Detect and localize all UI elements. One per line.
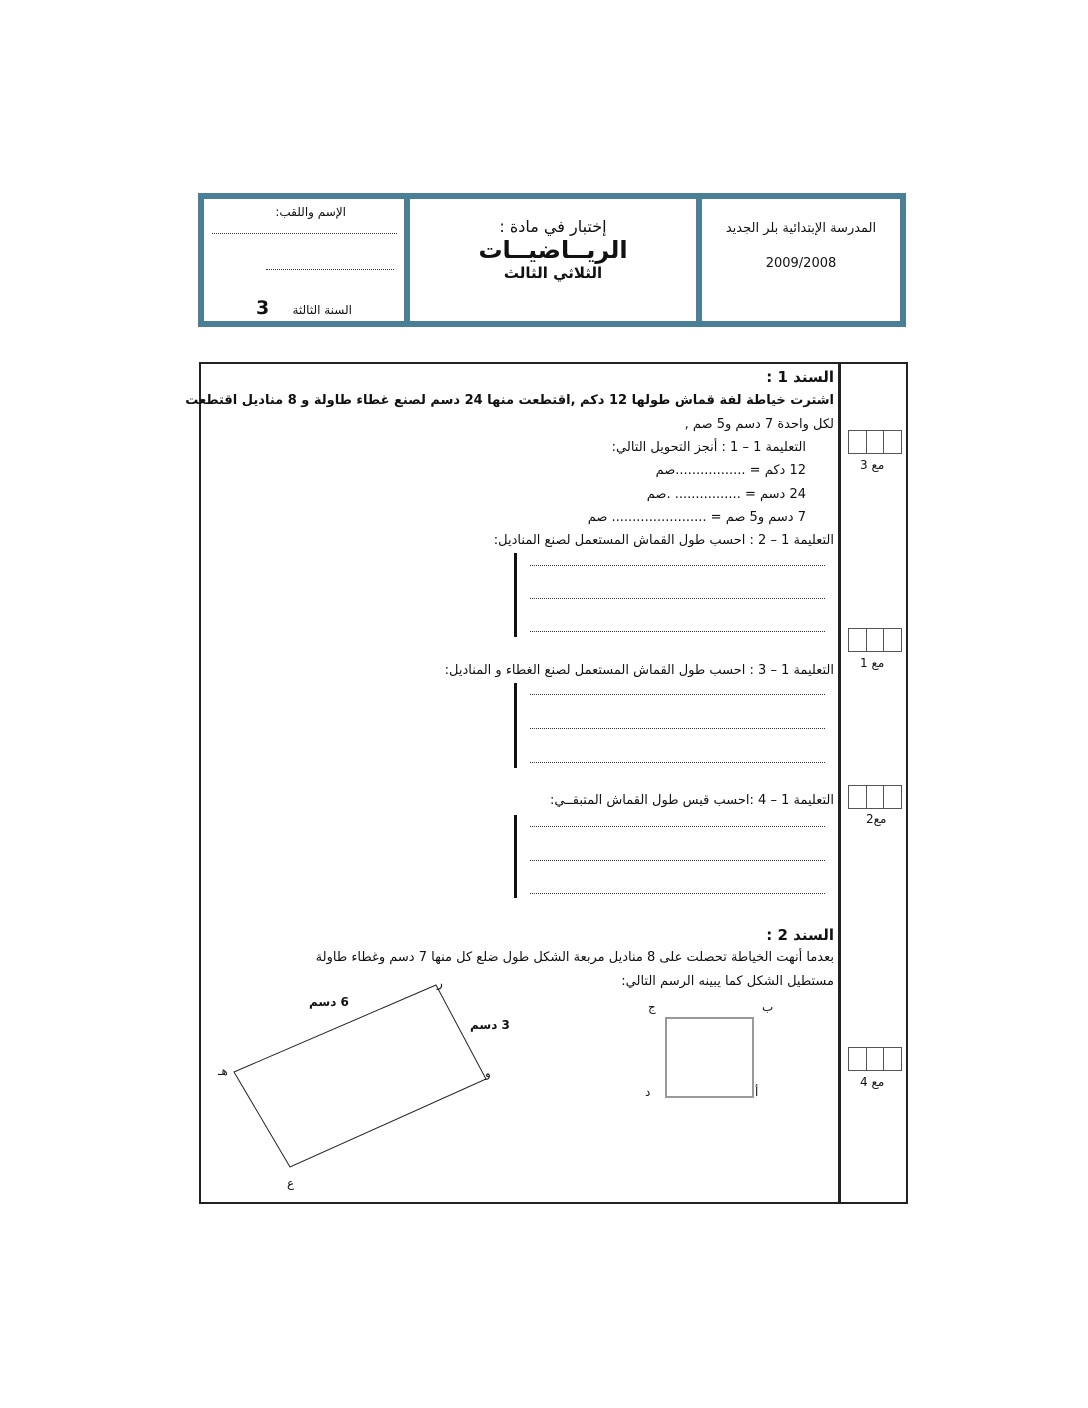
rectangle-figure	[234, 985, 486, 1167]
exam-title: إختبار في مادة :	[499, 217, 607, 236]
score-box[interactable]	[848, 1047, 902, 1071]
section2-text-2: مستطيل الشكل كما يبينه الرسم التالي:	[621, 974, 834, 989]
vertex-label: ج	[648, 1000, 656, 1014]
score-label: مع 4	[860, 1075, 885, 1089]
rectangle-length-label: 6 دسم	[309, 995, 349, 1009]
conversion-1[interactable]: 12 دكم = .................صم	[655, 463, 806, 478]
score-box[interactable]	[848, 430, 902, 454]
score-label: مع 1	[860, 656, 885, 670]
score-label: مع2	[866, 812, 887, 826]
section2-title: السند 2 :	[766, 926, 834, 944]
grade-number: 3	[256, 297, 270, 319]
vertex-label: ر	[437, 976, 443, 990]
vertex-label: ع	[287, 1176, 295, 1190]
conversion-3[interactable]: 7 دسم و5 صم = ....................... صم	[587, 510, 806, 525]
section1-title: السند 1 :	[766, 368, 834, 386]
section2-text-1: بعدما أنهت الخياطة تحصلت على 8 مناديل مربعة الشكل طول ضلع كل منها 7 دسم وغطاء طاولة	[315, 950, 834, 965]
grade-label: السنة الثالثة	[292, 303, 352, 317]
school-year: 2009/2008	[765, 256, 837, 271]
rectangle-width-label: 3 دسم	[470, 1018, 510, 1032]
term: الثلاثي الثالث	[503, 264, 603, 282]
school-name: المدرسة الإبتدائية بلر الجديد	[725, 221, 877, 236]
name-label: الإسم واللقب:	[275, 205, 346, 219]
vertex-label: د	[645, 1085, 651, 1099]
score-box[interactable]	[848, 628, 902, 652]
instruction-1-2: التعليمة 1 – 2 : احسب طول القماش المستعمل لصنع المناديل:	[493, 533, 834, 548]
vertex-label: ب	[762, 1000, 774, 1014]
subject-title: الريــاضيــات	[478, 236, 628, 264]
conversion-2[interactable]: 24 دسم = ................ .صم	[646, 487, 806, 502]
vertex-label: أ	[755, 1085, 759, 1099]
score-box[interactable]	[848, 785, 902, 809]
instruction-1-3: التعليمة 1 – 3 : احسب طول القماش المستعمل لصنع الغطاء و المناديل:	[444, 663, 834, 678]
vertex-label: هـ	[218, 1064, 228, 1078]
square-figure	[666, 1018, 753, 1097]
section1-text-1: اشترت خياطة لفة قماش طولها 12 دكم ,اقتطعت منها 24 دسم لصنع غطاء طاولة و 8 مناديل اقتطعت	[185, 393, 834, 408]
score-label: مع 3	[860, 458, 885, 472]
instruction-1-4: التعليمة 1 – 4 :احسب قيس طول القماش المتبقــي:	[549, 793, 834, 808]
instruction-1-1: التعليمة 1 – 1 : أنجز التحويل التالي:	[611, 440, 806, 455]
section1-text-2: لكل واحدة 7 دسم و5 صم ,	[684, 417, 834, 432]
vertex-label: و	[485, 1066, 491, 1080]
